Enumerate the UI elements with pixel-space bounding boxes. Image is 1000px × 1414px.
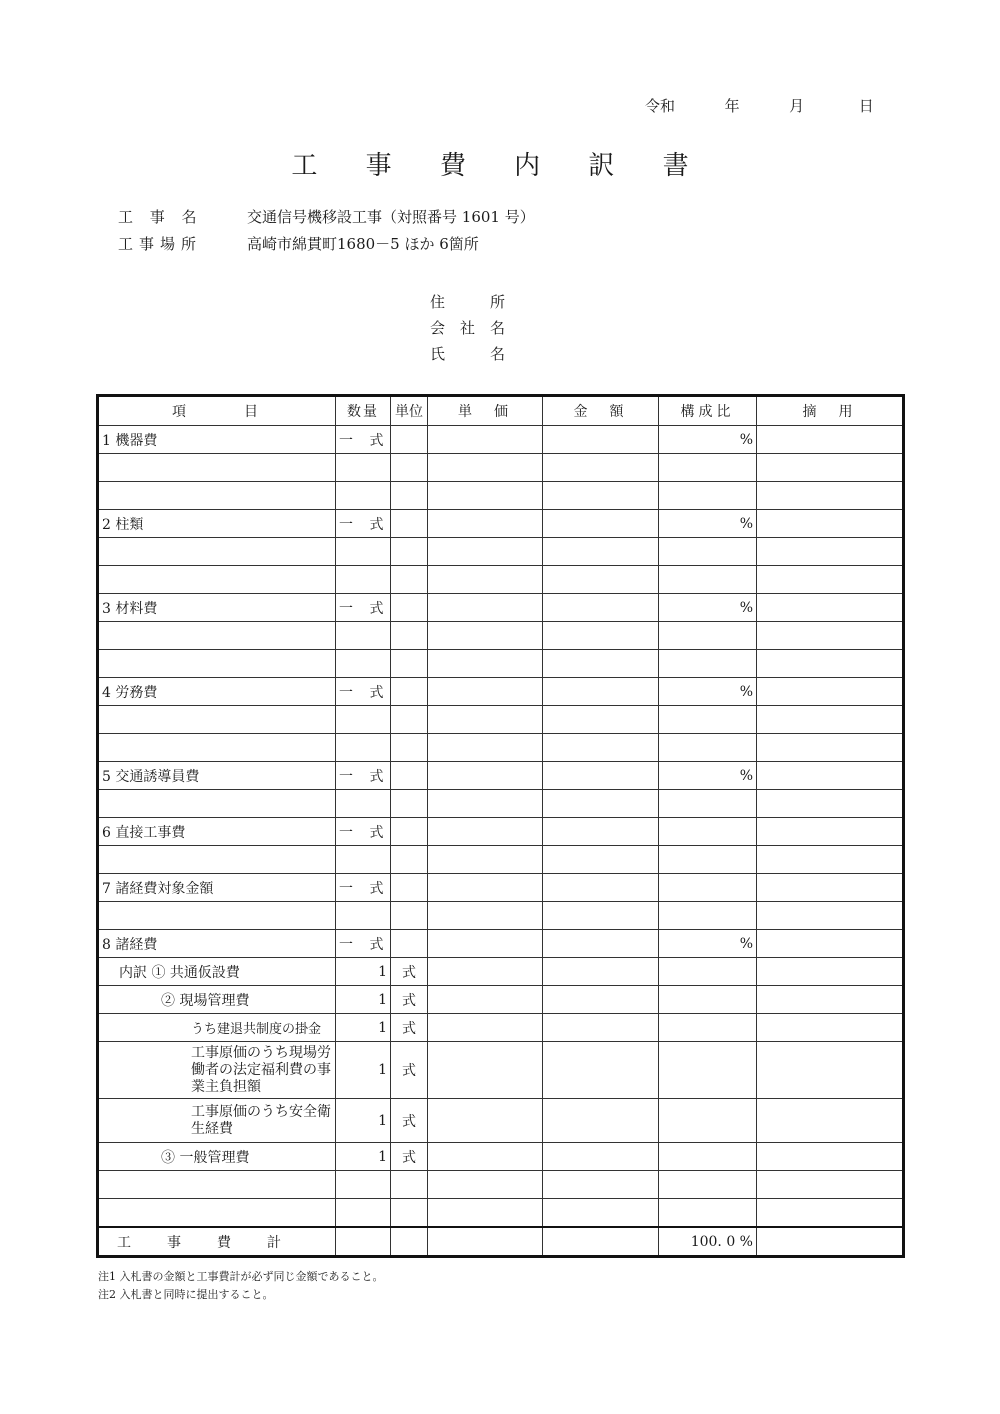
qty-cell — [336, 790, 391, 818]
header-amount: 金 額 — [543, 396, 659, 426]
unit-cell — [391, 538, 428, 566]
amount-cell — [543, 650, 659, 678]
unit-price-cell — [428, 482, 543, 510]
unit-cell — [391, 566, 428, 594]
remarks-cell — [757, 846, 904, 874]
sub-item-cell — [98, 958, 336, 986]
item-cell: 2 柱類 — [98, 510, 336, 538]
sub-remarks-cell — [757, 1143, 904, 1171]
total-unit-price — [428, 1227, 543, 1257]
unit-price-cell — [428, 538, 543, 566]
ratio-cell: % — [659, 426, 757, 454]
qty-cell — [336, 734, 391, 762]
table-row — [98, 734, 904, 762]
amount-cell — [543, 594, 659, 622]
qty-cell: 一 式 — [336, 818, 391, 846]
note-1: 注1 入札書の金額と工事費計が必ず同じ金額であること。 — [98, 1270, 384, 1283]
remarks-cell — [757, 622, 904, 650]
remarks-cell — [757, 762, 904, 790]
amount-cell — [543, 734, 659, 762]
item-cell — [98, 454, 336, 482]
company-label: 会 社 名 — [430, 319, 506, 337]
unit-cell — [391, 902, 428, 930]
sub-amount-cell — [543, 986, 659, 1014]
ratio-cell: % — [659, 678, 757, 706]
item-cell — [98, 706, 336, 734]
sub-item-cell — [98, 1042, 336, 1099]
sub-item-cell — [98, 986, 336, 1014]
remarks-cell — [757, 734, 904, 762]
table-row — [98, 426, 904, 454]
unit-price-cell — [428, 874, 543, 902]
qty-cell — [336, 622, 391, 650]
unit-price-cell — [428, 762, 543, 790]
ratio-cell: % — [659, 930, 757, 958]
sub-ratio-cell — [659, 1014, 757, 1042]
sub-item-cell — [98, 1099, 336, 1143]
amount-cell — [543, 790, 659, 818]
sub-unit-price-cell — [428, 1143, 543, 1171]
sub-qty-cell: 1 — [336, 1014, 391, 1042]
remarks-cell — [757, 818, 904, 846]
unit-price-cell — [428, 650, 543, 678]
sub-unit-price-cell — [428, 986, 543, 1014]
unit-cell — [391, 874, 428, 902]
sub-table-row — [98, 1014, 904, 1042]
table-row — [98, 594, 904, 622]
remarks-cell — [757, 930, 904, 958]
ratio-cell — [659, 818, 757, 846]
qty-cell — [336, 706, 391, 734]
header-qty: 数量 — [336, 396, 391, 426]
sub-ratio-cell — [659, 986, 757, 1014]
date-month: 月 — [789, 97, 805, 115]
unit-price-cell — [428, 734, 543, 762]
ratio-cell — [659, 482, 757, 510]
date-year: 年 — [724, 97, 740, 115]
sub-unit-price-cell — [428, 1014, 543, 1042]
ratio-cell — [659, 874, 757, 902]
ratio-cell — [659, 566, 757, 594]
unit-cell — [391, 622, 428, 650]
item-cell — [98, 566, 336, 594]
ratio-cell: % — [659, 510, 757, 538]
unit-cell — [391, 426, 428, 454]
total-remarks — [757, 1227, 904, 1257]
table-row — [98, 874, 904, 902]
sub-item-label: 内訳 ① 共通仮設費 — [119, 964, 240, 981]
sub-item-cell — [98, 1143, 336, 1171]
item-cell — [98, 846, 336, 874]
sub-ratio-cell — [659, 1143, 757, 1171]
amount-cell — [543, 622, 659, 650]
remarks-cell — [757, 566, 904, 594]
sub-ratio-cell — [659, 1042, 757, 1099]
item-cell: 3 材料費 — [98, 594, 336, 622]
remarks-cell — [757, 706, 904, 734]
filler-row — [98, 1171, 904, 1199]
item-cell: 1 機器費 — [98, 426, 336, 454]
header-unit-price: 単 価 — [428, 396, 543, 426]
amount-cell — [543, 510, 659, 538]
amount-cell — [543, 846, 659, 874]
unit-price-cell — [428, 426, 543, 454]
sub-item-label: うち建退共制度の掛金 — [191, 1022, 322, 1037]
sub-remarks-cell — [757, 1099, 904, 1143]
unit-cell — [391, 454, 428, 482]
note-2: 注2 入札書と同時に提出すること。 — [98, 1288, 274, 1301]
amount-cell — [543, 902, 659, 930]
qty-cell — [336, 482, 391, 510]
unit-price-cell — [428, 790, 543, 818]
unit-price-cell — [428, 594, 543, 622]
ratio-cell — [659, 622, 757, 650]
sub-table-row — [98, 1143, 904, 1171]
amount-cell — [543, 566, 659, 594]
sub-amount-cell — [543, 1143, 659, 1171]
remarks-cell — [757, 510, 904, 538]
remarks-cell — [757, 902, 904, 930]
table-row — [98, 818, 904, 846]
unit-cell — [391, 762, 428, 790]
qty-cell: 一 式 — [336, 874, 391, 902]
sub-qty-cell: 1 — [336, 1143, 391, 1171]
item-cell: 7 諸経費対象金額 — [98, 874, 336, 902]
sub-table-row — [98, 986, 904, 1014]
qty-cell — [336, 902, 391, 930]
sub-remarks-cell — [757, 1042, 904, 1099]
item-cell: 5 交通誘導員費 — [98, 762, 336, 790]
sub-table-row — [98, 958, 904, 986]
amount-cell — [543, 482, 659, 510]
item-cell: 4 労務費 — [98, 678, 336, 706]
ratio-cell — [659, 538, 757, 566]
qty-cell — [336, 846, 391, 874]
unit-cell — [391, 734, 428, 762]
amount-cell — [543, 706, 659, 734]
qty-cell: 一 式 — [336, 594, 391, 622]
filler-row — [98, 1199, 904, 1228]
unit-cell — [391, 790, 428, 818]
unit-cell — [391, 594, 428, 622]
unit-cell — [391, 846, 428, 874]
sub-unit-cell: 式 — [391, 1099, 428, 1143]
ratio-cell — [659, 734, 757, 762]
ratio-cell — [659, 454, 757, 482]
total-row — [98, 1227, 904, 1257]
item-cell: 6 直接工事費 — [98, 818, 336, 846]
remarks-cell — [757, 454, 904, 482]
item-cell — [98, 538, 336, 566]
ratio-cell — [659, 706, 757, 734]
sub-item-label: 工事原価のうち安全衛生経費 — [191, 1103, 331, 1137]
project-site-label: 工事場所 — [118, 235, 203, 253]
total-ratio: 100. 0 % — [659, 1227, 757, 1257]
ratio-cell: % — [659, 594, 757, 622]
unit-price-cell — [428, 510, 543, 538]
table-row — [98, 930, 904, 958]
sub-item-cell — [98, 1014, 336, 1042]
table-row — [98, 902, 904, 930]
ratio-cell — [659, 790, 757, 818]
cost-breakdown-table — [96, 394, 905, 1258]
table-row — [98, 510, 904, 538]
header-unit: 単位 — [391, 396, 428, 426]
sub-ratio-cell — [659, 1099, 757, 1143]
qty-cell — [336, 566, 391, 594]
sub-amount-cell — [543, 1099, 659, 1143]
amount-cell — [543, 762, 659, 790]
item-cell — [98, 734, 336, 762]
document-title: 工 事 費 内 訳 書 — [291, 151, 709, 181]
header-remarks: 摘 用 — [757, 396, 904, 426]
table-row — [98, 538, 904, 566]
sub-ratio-cell — [659, 958, 757, 986]
item-cell — [98, 790, 336, 818]
unit-price-cell — [428, 902, 543, 930]
sub-remarks-cell — [757, 986, 904, 1014]
date-era: 令和 — [645, 97, 676, 115]
unit-cell — [391, 706, 428, 734]
total-unit — [391, 1227, 428, 1257]
unit-price-cell — [428, 846, 543, 874]
table-row — [98, 678, 904, 706]
person-name-label: 氏 名 — [430, 345, 506, 363]
table-row — [98, 790, 904, 818]
sub-amount-cell — [543, 1042, 659, 1099]
sub-amount-cell — [543, 958, 659, 986]
sub-qty-cell: 1 — [336, 958, 391, 986]
table-row — [98, 482, 904, 510]
sub-qty-cell: 1 — [336, 986, 391, 1014]
table-row — [98, 650, 904, 678]
unit-price-cell — [428, 706, 543, 734]
table-header-row — [98, 396, 904, 426]
amount-cell — [543, 454, 659, 482]
header-item: 項 目 — [98, 396, 336, 426]
unit-cell — [391, 678, 428, 706]
sub-unit-price-cell — [428, 958, 543, 986]
ratio-cell — [659, 902, 757, 930]
item-cell — [98, 902, 336, 930]
table-row — [98, 762, 904, 790]
unit-cell — [391, 510, 428, 538]
ratio-cell — [659, 846, 757, 874]
unit-price-cell — [428, 678, 543, 706]
sub-unit-cell: 式 — [391, 1014, 428, 1042]
amount-cell — [543, 930, 659, 958]
table-row — [98, 706, 904, 734]
sub-qty-cell: 1 — [336, 1099, 391, 1143]
sub-qty-cell: 1 — [336, 1042, 391, 1099]
sub-item-label: 工事原価のうち現場労働者の法定福利費の事業主負担額 — [191, 1044, 331, 1095]
sub-remarks-cell — [757, 958, 904, 986]
item-cell — [98, 650, 336, 678]
unit-price-cell — [428, 454, 543, 482]
header-ratio: 構成比 — [659, 396, 757, 426]
ratio-cell: % — [659, 762, 757, 790]
remarks-cell — [757, 482, 904, 510]
table-row — [98, 566, 904, 594]
sub-item-label: ② 現場管理費 — [161, 992, 250, 1009]
table-row — [98, 622, 904, 650]
remarks-cell — [757, 678, 904, 706]
project-name-value: 交通信号機移設工事（対照番号 1601 号） — [247, 208, 535, 226]
sub-amount-cell — [543, 1014, 659, 1042]
project-name-label: 工 事 名 — [118, 208, 203, 226]
remarks-cell — [757, 790, 904, 818]
unit-cell — [391, 818, 428, 846]
item-cell — [98, 482, 336, 510]
date-day: 日 — [858, 97, 874, 115]
qty-cell: 一 式 — [336, 678, 391, 706]
qty-cell: 一 式 — [336, 426, 391, 454]
amount-cell — [543, 874, 659, 902]
address-label: 住 所 — [430, 293, 506, 311]
item-cell: 8 諸経費 — [98, 930, 336, 958]
total-amount — [543, 1227, 659, 1257]
qty-cell: 一 式 — [336, 762, 391, 790]
unit-cell — [391, 482, 428, 510]
remarks-cell — [757, 594, 904, 622]
amount-cell — [543, 426, 659, 454]
sub-table-row — [98, 1042, 904, 1099]
project-site-value: 高崎市綿貫町1680－5 ほか 6箇所 — [247, 235, 479, 253]
date-line — [645, 95, 874, 116]
unit-price-cell — [428, 930, 543, 958]
unit-cell — [391, 650, 428, 678]
total-qty — [336, 1227, 391, 1257]
sub-unit-cell: 式 — [391, 1143, 428, 1171]
sub-item-label: ③ 一般管理費 — [161, 1149, 250, 1166]
remarks-cell — [757, 650, 904, 678]
unit-price-cell — [428, 622, 543, 650]
sub-unit-cell: 式 — [391, 986, 428, 1014]
unit-cell — [391, 930, 428, 958]
total-label: 工事費計 — [98, 1227, 336, 1257]
table-row — [98, 454, 904, 482]
qty-cell: 一 式 — [336, 930, 391, 958]
sub-unit-cell: 式 — [391, 1042, 428, 1099]
amount-cell — [543, 538, 659, 566]
qty-cell: 一 式 — [336, 510, 391, 538]
remarks-cell — [757, 874, 904, 902]
table-row — [98, 846, 904, 874]
qty-cell — [336, 650, 391, 678]
item-cell — [98, 622, 336, 650]
unit-price-cell — [428, 566, 543, 594]
unit-price-cell — [428, 818, 543, 846]
remarks-cell — [757, 426, 904, 454]
sub-unit-price-cell — [428, 1099, 543, 1143]
sub-unit-cell: 式 — [391, 958, 428, 986]
sub-unit-price-cell — [428, 1042, 543, 1099]
qty-cell — [336, 538, 391, 566]
qty-cell — [336, 454, 391, 482]
ratio-cell — [659, 650, 757, 678]
amount-cell — [543, 678, 659, 706]
sub-remarks-cell — [757, 1014, 904, 1042]
amount-cell — [543, 818, 659, 846]
remarks-cell — [757, 538, 904, 566]
sub-table-row — [98, 1099, 904, 1143]
